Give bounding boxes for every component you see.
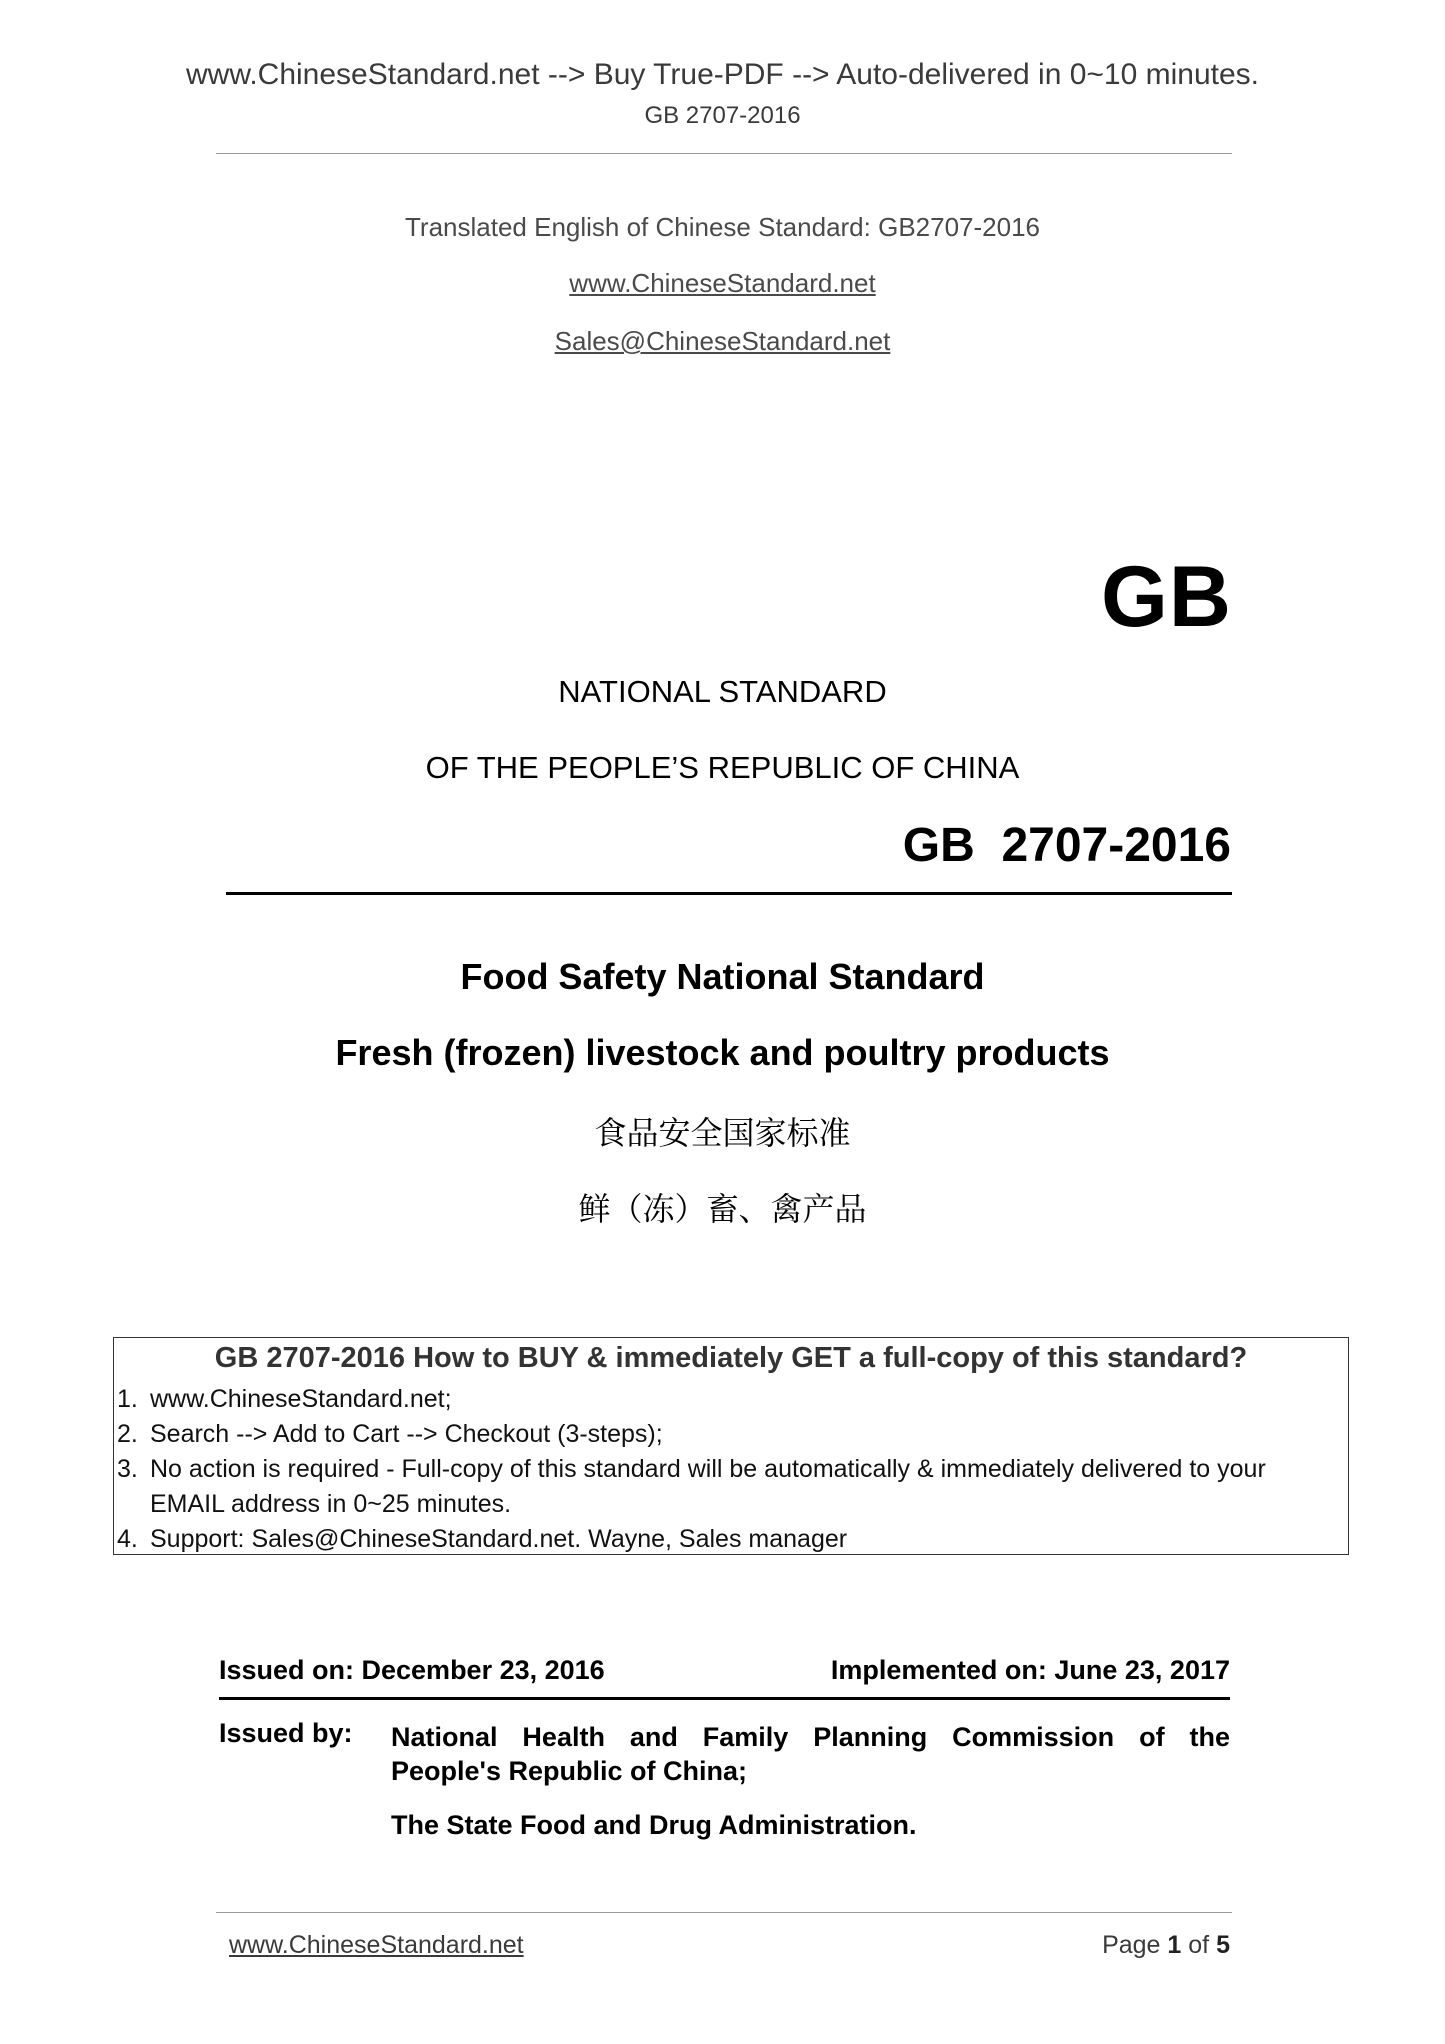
- website-link[interactable]: www.ChineseStandard.net: [569, 268, 876, 298]
- step-number: 3.: [117, 1455, 138, 1483]
- step-text: No action is required - Full-copy of this standard will be automatically & immediately delivered to your EMAIL address in 0~25 minutes.: [150, 1455, 1266, 1518]
- issued-by-label: Issued by:: [219, 1718, 353, 1748]
- list-item: [114, 1522, 1348, 1557]
- standard-code: GB 2707-2016: [902, 819, 1231, 872]
- email-link[interactable]: Sales@ChineseStandard.net: [554, 326, 891, 356]
- implemented-on-date: Implemented on: June 23, 2017: [830, 1655, 1230, 1685]
- issuer-line-3: The State Food and Drug Administration.: [391, 1810, 917, 1840]
- purchase-info-title: GB 2707-2016 How to BUY & immediately GET a full-copy of this standard?: [214, 1342, 1248, 1374]
- header-banner: www.ChineseStandard.net --> Buy True-PDF --> Auto-delivered in 0~10 minutes.: [185, 58, 1260, 91]
- translated-title: Translated English of Chinese Standard: GB2707-2016: [405, 212, 1040, 242]
- page-current: 1: [1167, 1931, 1182, 1959]
- step-text: Support: Sales@ChineseStandard.net. Wayne, Sales manager: [150, 1525, 848, 1553]
- purchase-steps-list: [114, 1382, 1348, 1557]
- purchase-info-box: [113, 1337, 1349, 1555]
- page-label: Page: [1102, 1931, 1161, 1959]
- list-item: [114, 1452, 1348, 1522]
- footer-website-link[interactable]: www.ChineseStandard.net: [229, 1931, 524, 1959]
- list-item: [114, 1382, 1348, 1417]
- national-standard-heading: NATIONAL STANDARD: [558, 674, 887, 709]
- step-number: 4.: [117, 1525, 138, 1553]
- title-chinese-line-1: 食品安全国家标准: [594, 1114, 851, 1152]
- issued-on-date: Issued on: December 23, 2016: [219, 1655, 605, 1685]
- republic-heading: OF THE PEOPLE’S REPUBLIC OF CHINA: [425, 750, 1020, 785]
- standard-code-divider: [226, 892, 1232, 895]
- step-text: Search --> Add to Cart --> Checkout (3-steps);: [150, 1420, 663, 1448]
- page-total: 5: [1216, 1931, 1230, 1959]
- issuer-line-2: People's Republic of China;: [391, 1756, 747, 1786]
- step-number: 1.: [117, 1385, 138, 1413]
- issue-divider: [219, 1697, 1230, 1700]
- step-number: 2.: [117, 1420, 138, 1448]
- list-item: [114, 1417, 1348, 1452]
- page-of: of: [1188, 1931, 1210, 1959]
- title-english-line-2: Fresh (frozen) livestock and poultry products: [335, 1032, 1110, 1073]
- step-text: www.ChineseStandard.net;: [150, 1385, 452, 1413]
- title-chinese-line-2: 鲜（冻）畜、禽产品: [578, 1190, 867, 1228]
- gb-mark: GB: [1101, 549, 1232, 645]
- title-english-line-1: Food Safety National Standard: [460, 956, 985, 997]
- header-divider: [216, 153, 1232, 154]
- issuer-line-1: National Health and Family Planning Commission of the: [391, 1722, 1230, 1752]
- page-indicator: [1102, 1931, 1230, 1960]
- footer-divider: [216, 1912, 1232, 1913]
- header-doc-code: GB 2707-2016: [644, 102, 801, 129]
